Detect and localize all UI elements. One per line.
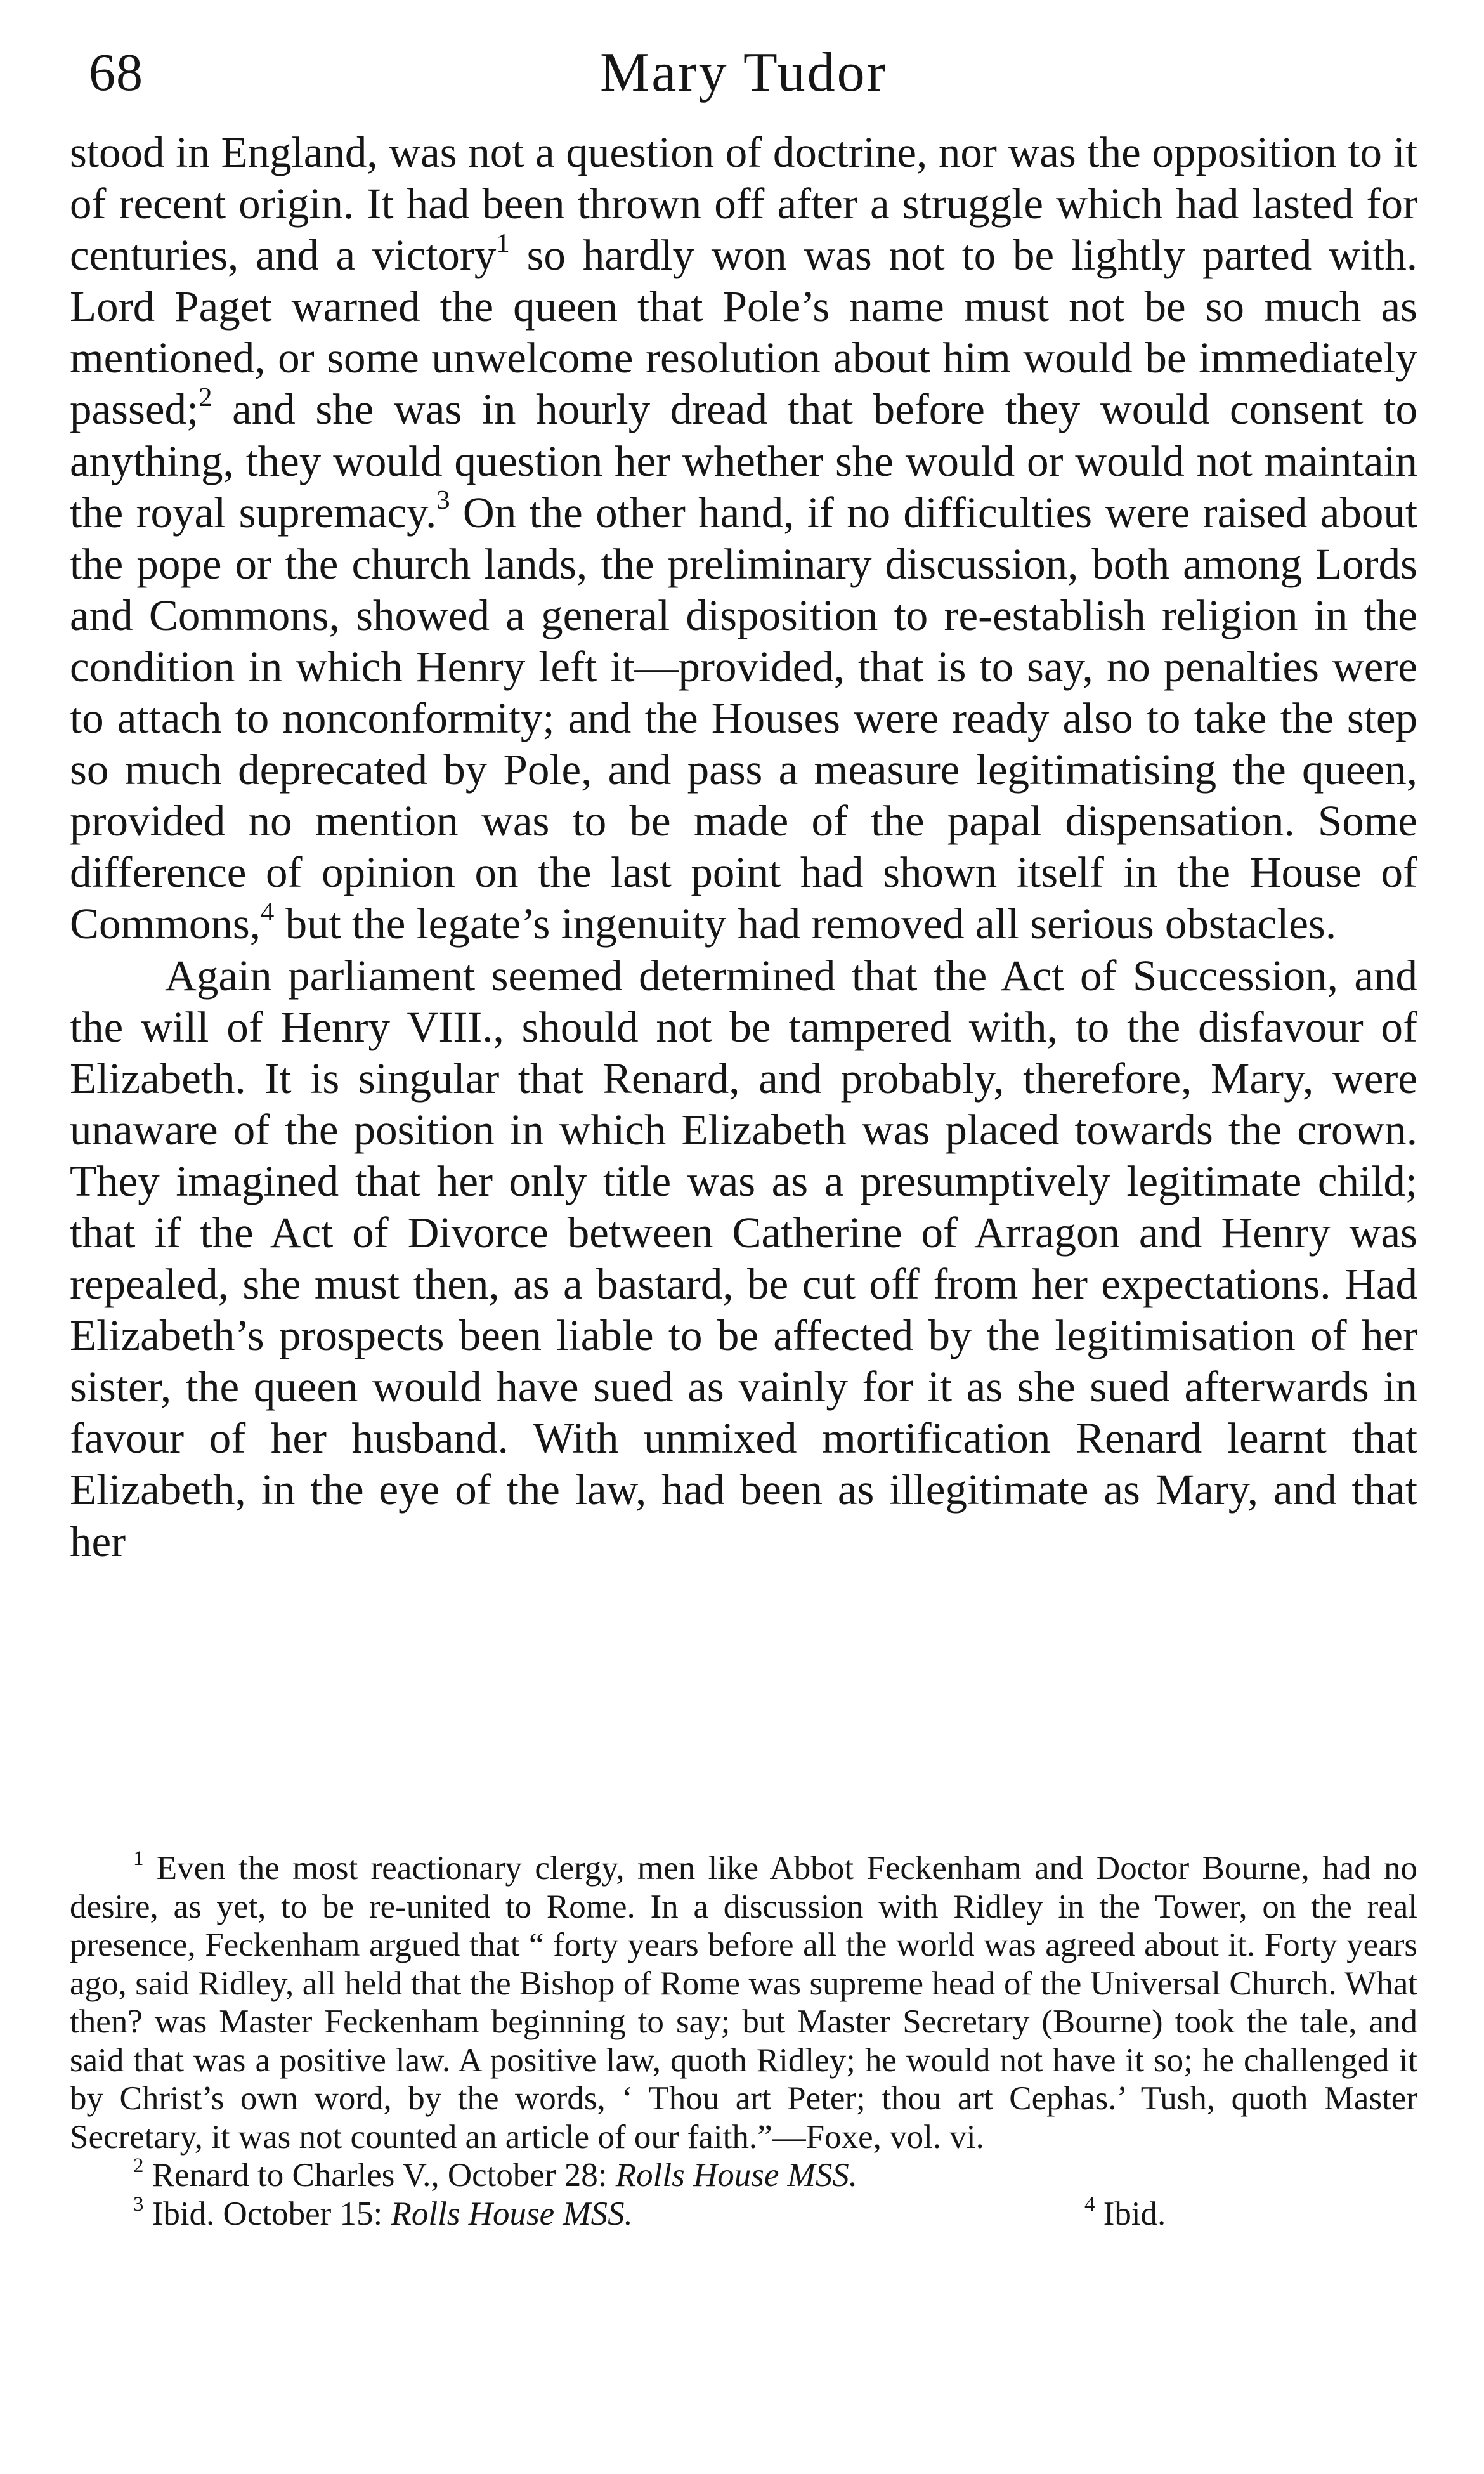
footnote-3 xyxy=(70,2192,1417,2234)
footnote-2-text: Renard to Charles V., October 28: xyxy=(143,2157,616,2194)
body-text xyxy=(70,127,1417,1568)
paragraph-2: Again parliament seemed determined that the Act of Succession, and the will of Henry VIII., should not be tampered with, to the disfavour of Elizabeth. It is singular that Renard, and probably, therefore, Mary, were unaware of the position in which Elizabeth was placed towards the crown. They imagined that her only title was as a presumptively legitimate child; that if the Act of Divorce between Catherine of Arragon and Henry was repealed, she must then, as a bastard, be cut off from her expectations. Had Elizabeth’s prospects been liable to be affected by the legitimisation of her sister, the queen would have sued as vainly for it as she sued afterwards in favour of her husband. With unmixed mortification Renard learnt that Elizabeth, in the eye of the law, had been as illegitimate as Mary, and that her xyxy=(70,951,1417,1566)
page-number: 68 xyxy=(89,43,143,102)
footnote-1-mark: 1 xyxy=(133,1847,144,1871)
paragraph-1-part-4: On the other hand, if no difficulties were raised about the pope or the church lands, the preliminary discussion, both among Lords and Commons, showed a general disposition to re-establish religion in the condition in which Henry left it—provided, that is to say, no penalties were to attach to nonconformity; and the Houses were ready also to take the step so much deprecated by Pole, and pass a measure legitimatising the queen, provided no mention was to be made of the papal dispensation. Some difference of opinion on the last point had shown itself in the House of Commons, xyxy=(70,488,1417,948)
footnote-4 xyxy=(1084,2192,1166,2234)
footnote-ref-2: 2 xyxy=(199,383,212,413)
footnote-2-source: Rolls House MSS. xyxy=(615,2157,858,2194)
footnote-1 xyxy=(70,1849,1417,2156)
paragraph-1 xyxy=(70,127,1417,950)
paragraph-1-part-2: so hardly won was not to be lightly parted with. Lord Paget warned the queen that Pole’s name must not be so much as mentioned, or some unwelcome resolution about him would be immediately passed; xyxy=(70,231,1417,434)
footnotes xyxy=(70,1849,1417,2233)
footnote-4-text: Ibid. xyxy=(1095,2195,1166,2232)
footnote-2-mark: 2 xyxy=(133,2154,144,2178)
page-header xyxy=(70,32,1417,114)
footnote-2 xyxy=(70,2156,1417,2195)
footnote-1-text: Even the most reactionary clergy, men like Abbot Feckenham and Doctor Bourne, had no desire, as yet, to be re-united to Rome. In a discussion with Ridley in the Tower, on the real presence, Feckenham argued that “ forty years before all the world was agreed about it. Forty years ago, said Ridley, all held that the Bishop of Rome was supreme head of the Universal Church. What then? was Master Feckenham beginning to say; but Master Secretary (Bourne) took the tale, and said that was a positive law. A positive law, quoth Ridley; he would not have it so; he challenged it by Christ’s own word, by the words, ‘ Thou art Peter; thou art Cephas.’ Tush, quoth Master Secretary, it was not counted an article of our faith.”—Foxe, vol. vi. xyxy=(70,1850,1417,2156)
running-title: Mary Tudor xyxy=(600,42,887,103)
book-page xyxy=(70,0,1417,2474)
paragraph-1-part-5: but the legate’s ingenuity had removed all serious obstacles. xyxy=(274,900,1337,948)
footnote-3-mark: 3 xyxy=(133,2192,144,2216)
paragraph-1-part-3: and she was in hourly dread that before they would consent to anything, they would question her whether she would or would not maintain the royal supremacy. xyxy=(70,385,1417,537)
footnote-3-source: Rolls House MSS. xyxy=(391,2195,633,2232)
paragraph-1-part-1: stood in England, was not a question of doctrine, nor was the opposition to it of recent origin. It had been thrown off after a struggle which had lasted for centuries, and a victory xyxy=(70,128,1417,280)
footnote-ref-4: 4 xyxy=(260,897,275,927)
footnote-3-text: Ibid. October 15: xyxy=(143,2195,391,2232)
footnote-4-mark: 4 xyxy=(1084,2192,1095,2216)
footnote-ref-1: 1 xyxy=(496,228,510,258)
footnote-ref-3: 3 xyxy=(436,485,450,516)
